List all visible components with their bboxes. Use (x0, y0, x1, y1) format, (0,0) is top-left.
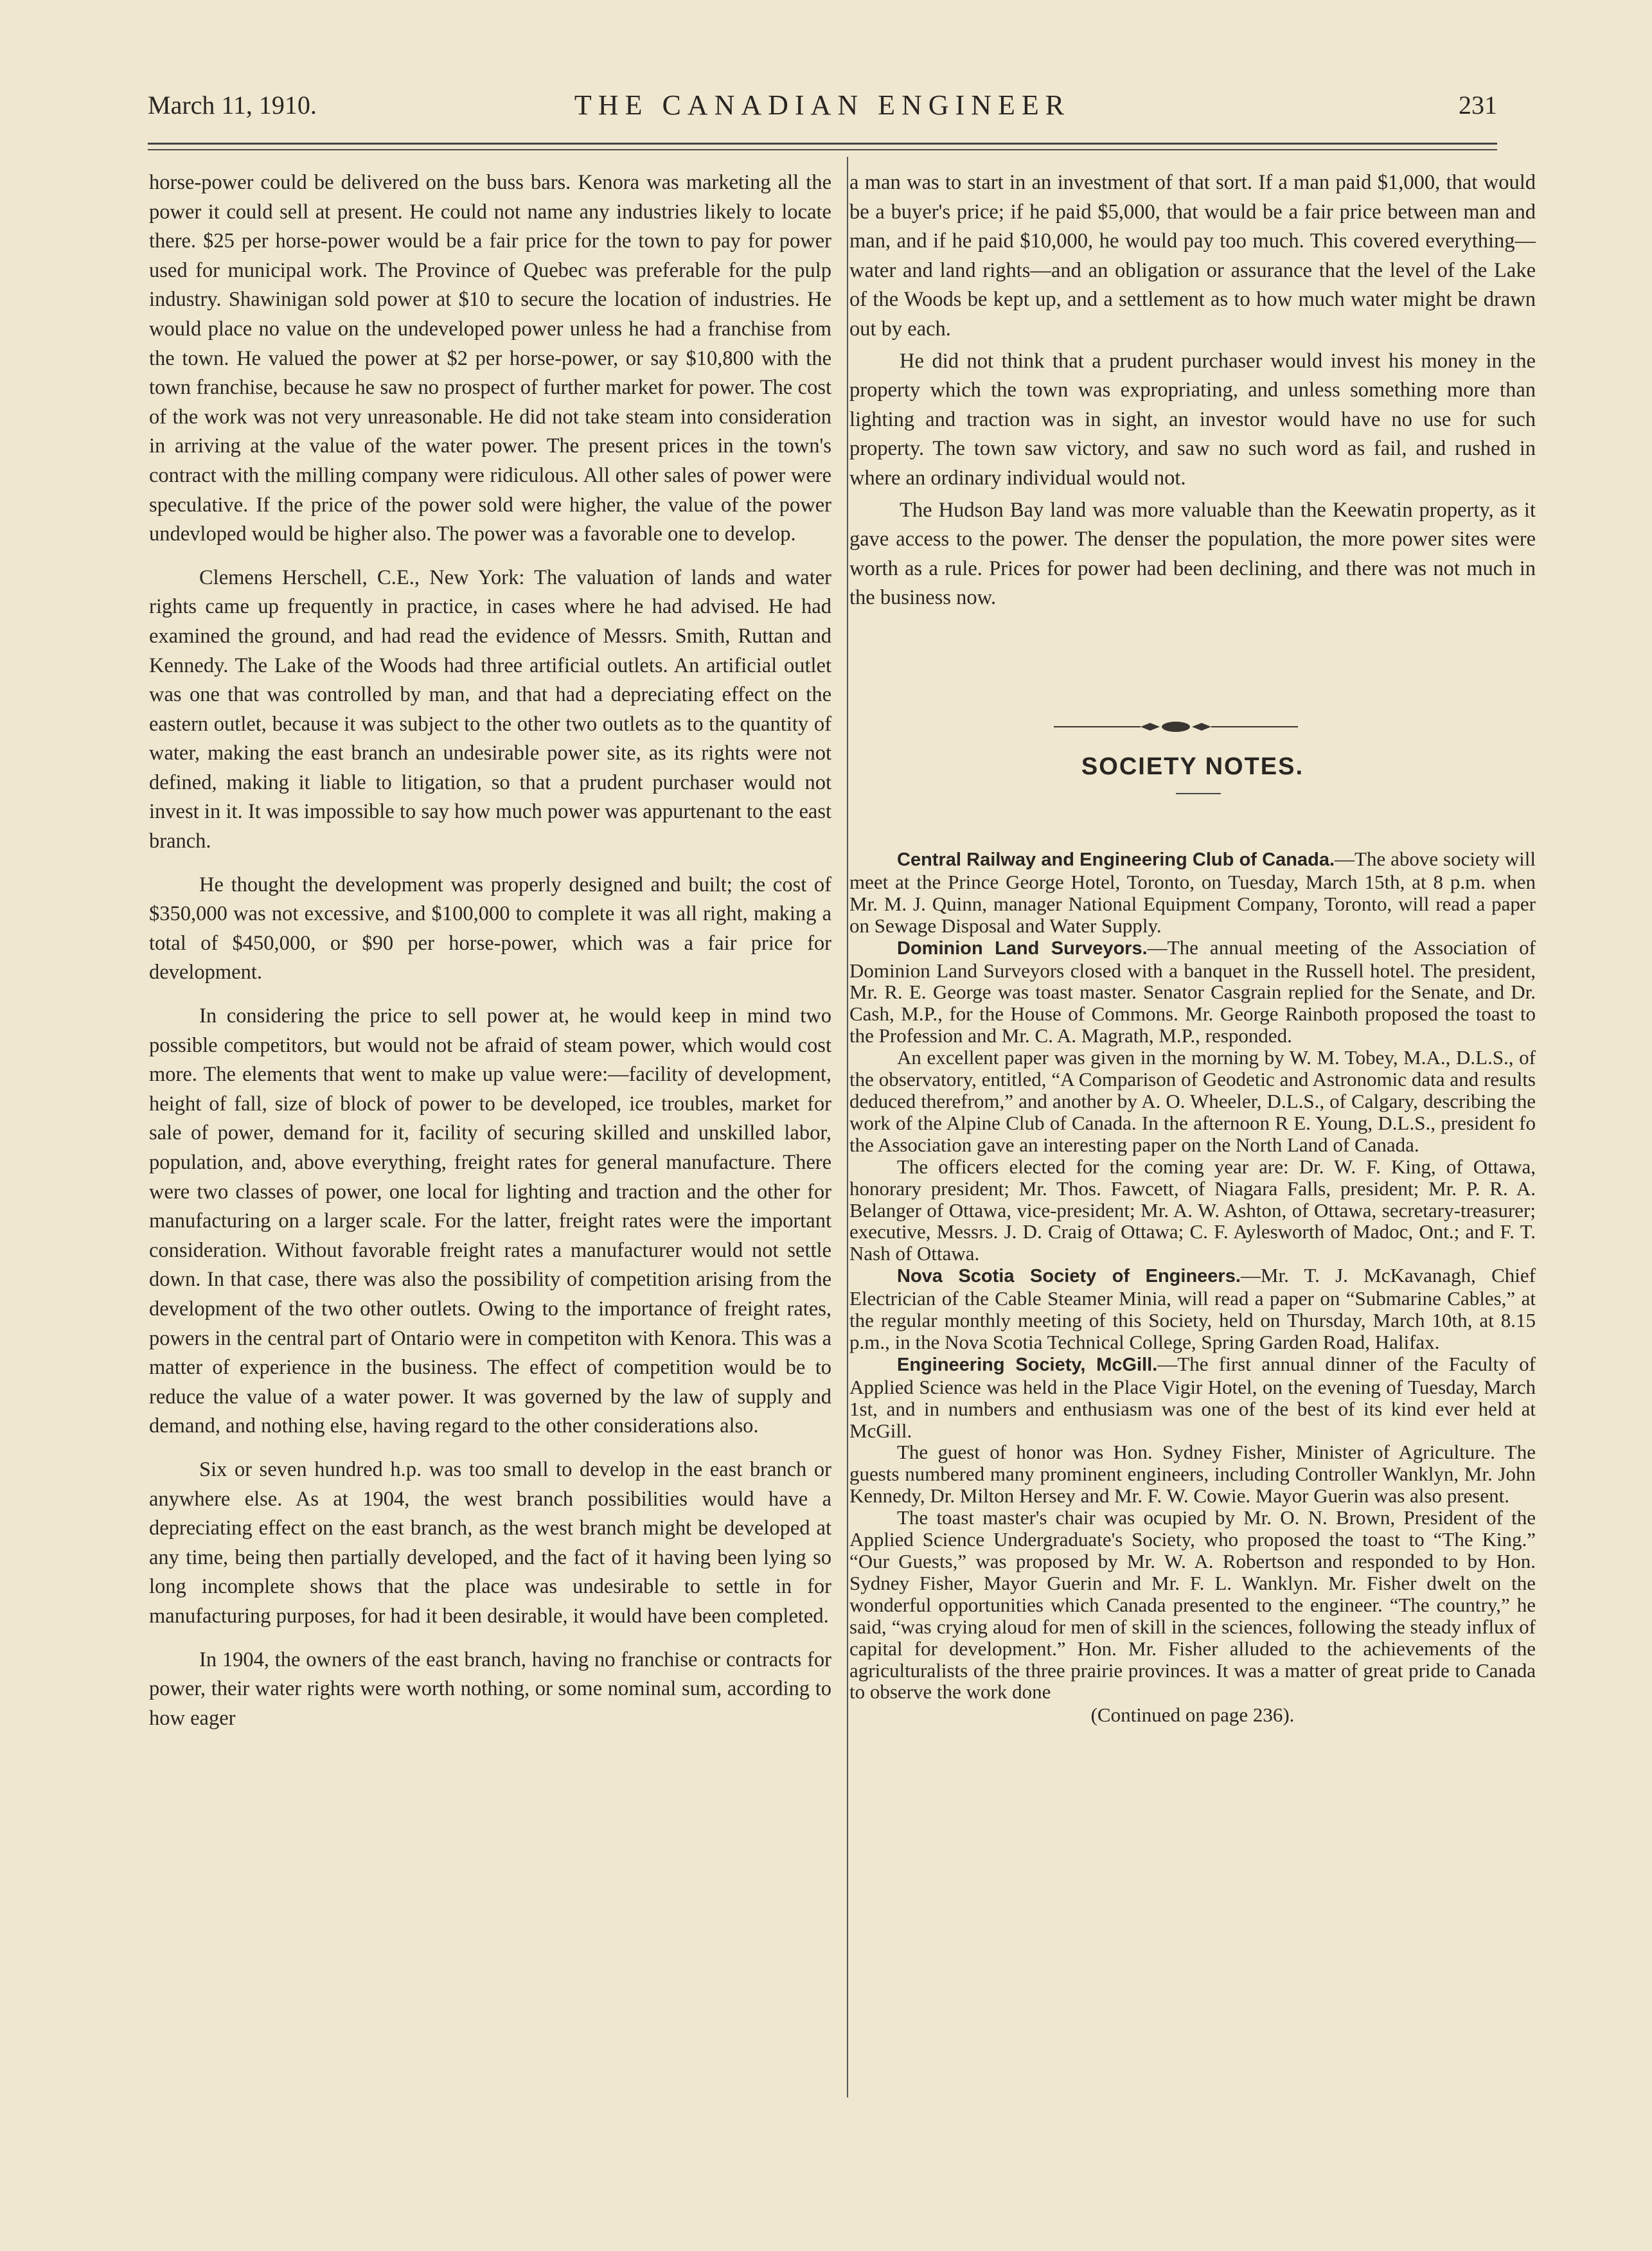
note-text: An excellent paper was given in the morning by W. M. Tobey, M.A., D.L.S., of the observatory, entitled, “A Comparison of Geodetic and Astronomic data and results deduced therefrom,” and another by A. O. Wheeler, D.L.S., of Calgary, describing the work of the Alpine Club of Canada. In the afternoon R E. Young, D.L.S., president fo the Association gave an interesting paper on the North Land of Canada. (849, 1046, 1536, 1156)
publication-title: THE CANADIAN ENGINEER (574, 89, 1071, 121)
society-note (849, 937, 1536, 1047)
society-note (849, 1265, 1536, 1353)
header-rule-thin (148, 149, 1497, 150)
article-paragraph: Six or seven hundred h.p. was too small to develop in the east branch or anywhere else. As at 1904, the west branch possibilities would have a depreciating effect on the east branch, as the west branch might be developed at any time, being then partially developed, and the fact of it having been lying so long incomplete shows that the place was undesirable to settle in for manufacturing purposes, for had it been desirable, it would have been completed. (149, 1457, 831, 1628)
society-name: Central Railway and Engineering Club of Canada. (897, 850, 1335, 870)
article-paragraph: He thought the development was properly designed and built; the cost of $350,000 was not excessive, and $100,000 to complete it was all right, making a total of $450,000, or $90 per horse-power, which was a fair price for development. (149, 873, 831, 984)
left-column (149, 168, 831, 1733)
article-paragraph: In considering the price to sell power at, he would keep in mind two possible competitors, but would not be afraid of steam power, which would cost more. The elements that went to make up value were:—facility of development, height of fall, size of block of power to be developed, ice troubles, market for sale of power, demand for it, facility of securing skilled and unskilled labor, population, and, above everything, freight rates for general manufacture. There were two classes of power, one local for lighting and traction and the other for manufacturing on a larger scale. For the latter, freight rates were the important consideration. Without favorable freight rates a manufacturer would not settle down. In that case, there was also the possibility of competition arising from the development of the two other outlets. Owing to the importance of freight rates, powers in the central part of Ontario were in competiton with Kenora. This was a matter of experience in the business. The effect of competition would be to reduce the value of a water power. It was governed by the law of supply and demand, and nothing else, having regard to the other considerations also. (149, 1004, 831, 1438)
article-paragraph: Clemens Herschell, C.E., New York: The valuation of lands and water rights came up frequently in practice, in cases where he had advised. He had examined the ground, and had read the evidence of Messrs. Smith, Ruttan and Kennedy. The Lake of the Woods had three artificial outlets. An artificial outlet was one that was controlled by man, and that had a depreciating effect on the eastern outlet, because it was subject to the other two outlets as to the quantity of water, making the east branch an undesirable power site, as its rights were not defined, making it liable to litigation, so that a prudent purchaser would not invest in it. It was impossible to say how much power was appurtenant to the east branch. (149, 565, 831, 853)
right-column-article (849, 168, 1536, 613)
page-header (148, 90, 1497, 141)
header-rule-thick (148, 143, 1497, 145)
note-text: —The above society will meet at the Prince George Hotel, Toronto, on Tuesday, March 15th, at 8 p.m. when Mr. M. J. Quinn, manager National Equipment Company, Toronto, will read a paper on Sewage Disposal and Water Supply. (849, 848, 1536, 937)
society-name: Nova Scotia Society of Engineers. (897, 1266, 1241, 1287)
society-note (849, 1156, 1536, 1265)
issue-date: March 11, 1910. (148, 91, 317, 120)
society-name: Engineering Society, McGill. (897, 1354, 1158, 1375)
continued-notice: (Continued on page 236). (1090, 1704, 1295, 1727)
section-title: SOCIETY NOTES. (1081, 753, 1304, 780)
article-paragraph: a man was to start in an investment of that sort. If a man paid $1,000, that would be a buyer's price; if he paid $5,000, that would be a fair price between man and man, and if he paid $10,000, he would pay too much. This covered everything—water and land rights—and an obligation or assurance that the level of the Lake of the Woods be kept up, and a settlement as to how much water might be drawn out by each. (849, 171, 1536, 341)
note-text: The toast master's chair was ocupied by Mr. O. N. Brown, President of the Applied Science Undergraduate's Society, who proposed the toast to “The King.” “Our Guests,” was proposed by Mr. W. A. Robertson and responded to by Hon. Sydney Fisher, Mayor Guerin and Mr. F. L. Wanklyn. Mr. Fisher dwelt on the wonderful opportunities which Canada presented to the engineer. “The country,” he said, “was crying aloud for men of skill in the sciences, following the steady influx of capital for development.” Hon. Mr. Fisher alluded to the achievements of the agriculturalists of the three prairie provinces. It was a matter of great pride to Canada to observe the work done (849, 1506, 1536, 1704)
article-paragraph: horse-power could be delivered on the buss bars. Kenora was marketing all the power it could sell at present. He could not name any industries likely to locate there. $25 per horse-power would be a fair price for the town to pay for power used for municipal work. The Province of Quebec was preferable for the pulp industry. Shawinigan sold power at $10 to secure the location of industries. He would place no value on the undeveloped power unless he had a franchise from the town. He valued the power at $2 per horse-power, or say $10,800 with the town franchise, because he saw no prospect of further market for power. The cost of the work was not very unreasonable. He did not take steam into consideration in arriving at the value of the water power. The present prices in the town's contract with the milling company were ridiculous. All other sales of power were speculative. If the price of the power sold were higher, the value of the power undevloped would be higher also. The power was a favorable one to develop. (149, 171, 831, 546)
note-text: —The first annual dinner of the Faculty of Applied Science was held in the Place Vigir Hotel, on the evening of Tuesday, March 1st, and in numbers and enthusiasm was one of the best of its kind ever held at McGill. (849, 1352, 1536, 1442)
article-paragraph: He did not think that a prudent purchaser would invest his money in the property which the town was expropriating, and unless something more than lighting and traction was in sight, an investor would have no use for such property. The town saw victory, and saw no such word as fail, and rushed in where an ordinary individual would not. (849, 349, 1536, 490)
note-text: The officers elected for the coming year are: Dr. W. F. King, of Ottawa, honorary president; Mr. Thos. Fawcett, of Niagara Falls, president; Mr. P. R. A. Belanger of Ottawa, vice-president; Mr. A. W. Ashton, of Ottawa, secretary-treasurer; executive, Messrs. J. D. Craig of Ottawa; C. F. Aylesworth of Madoc, Ont.; and F. T. Nash of Ottawa. (849, 1155, 1536, 1265)
note-text: —The annual meeting of the Association of Dominion Land Surveyors closed with a banquet in the Russell hotel. The president, Mr. R. E. George was toast master. Senator Casgrain replied for the Senate, and Dr. Cash, M.P., for the House of Commons. Mr. George Rainboth proposed the toast to the Profession and Mr. C. A. Magrath, M.P., responded. (849, 936, 1536, 1047)
ornamental-divider (1054, 717, 1298, 736)
society-note (849, 1353, 1536, 1442)
society-note (849, 1507, 1536, 1703)
society-notes (849, 848, 1536, 1726)
society-note (849, 1047, 1536, 1156)
note-text: The guest of honor was Hon. Sydney Fisher, Minister of Agriculture. The guests numbered many prominent engineers, including Controller Wanklyn, Mr. John Kennedy, Dr. Milton Hersey and Mr. F. W. Cowie. Mayor Guerin was also present. (849, 1441, 1536, 1508)
society-name: Dominion Land Surveyors. (897, 938, 1148, 959)
page-number: 231 (1459, 91, 1497, 120)
society-note (849, 848, 1536, 937)
note-text: —Mr. T. J. McKavanagh, Chief Electrician of the Cable Steamer Minia, will read a paper on “Submarine Cables,” at the regular monthly meeting of this Society, held on Thursday, March 10th, at 8.15 p.m., in the Nova Scotia Technical College, Spring Garden Road, Halifax. (849, 1264, 1536, 1353)
column-divider (847, 157, 848, 2097)
section-title-rule (1176, 793, 1221, 794)
article-paragraph: The Hudson Bay land was more valuable than the Keewatin property, as it gave access to the power. The denser the population, the more power sites were worth as a rule. Prices for power had been declining, and there was not much in the business now. (849, 498, 1536, 610)
article-paragraph: In 1904, the owners of the east branch, having no franchise or contracts for power, their water rights were worth nothing, or some nominal sum, according to how eager (149, 1648, 831, 1730)
society-note (849, 1441, 1536, 1507)
